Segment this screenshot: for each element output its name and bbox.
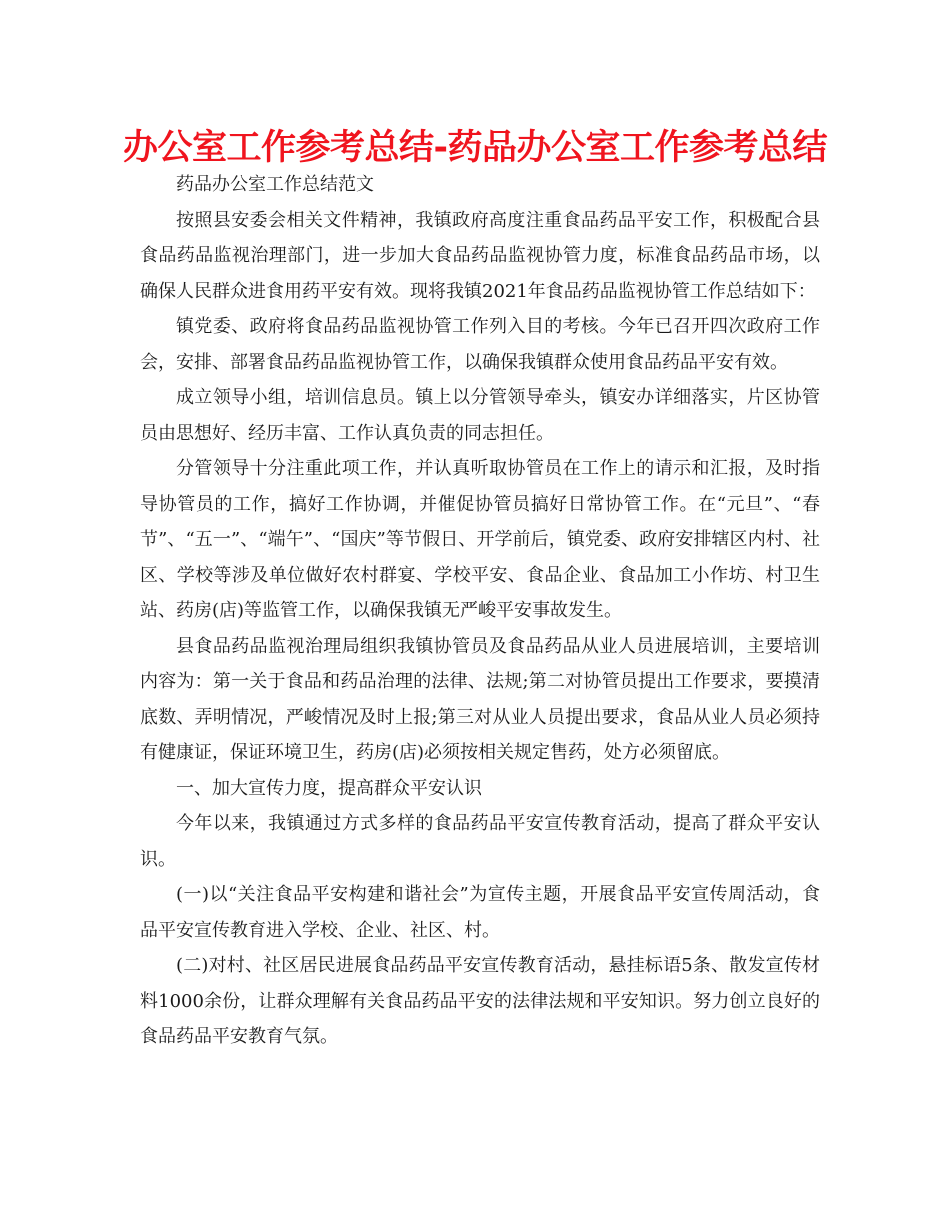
paragraph: (一)以“关注食品平安构建和谐社会”为宣传主题，开展食品平安宣传周活动，食品平安宣传教育进入学校、企业、社区、村。 xyxy=(140,884,820,941)
paragraph: 今年以来，我镇通过方式多样的食品药品平安宣传教育活动，提高了群众平安认识。 xyxy=(140,813,820,870)
paragraph: 县食品药品监视治理局组织我镇协管员及食品药品从业人员进展培训，主要培训内容为：第一关于食品和药品治理的法律、法规;第二对协管员提出工作要求，要摸清底数、弄明情况，严峻情况及时上报;第三对从业人员提出要求，食品从业人员必须持有健康证，保证环境卫生，药房(店)必须按相关规定售药，处方必须留底。 xyxy=(140,635,820,763)
section-heading: 一、加大宣传力度，提高群众平安认识 xyxy=(176,777,482,799)
document-body xyxy=(140,167,820,1055)
paragraph: 成立领导小组，培训信息员。镇上以分管领导牵头，镇安办详细落实，片区协管员由思想好、经历丰富、工作认真负责的同志担任。 xyxy=(140,387,820,444)
paragraph: 分管领导十分注重此项工作，并认真听取协管员在工作上的请示和汇报，及时指导协管员的工作，搞好工作协调，并催促协管员搞好日常协管工作。在“元旦”、“春节”、“五一”、“端午”、“国庆”等节假日、开学前后，镇党委、政府安排辖区内村、社区、学校等涉及单位做好农村群宴、学校平安、食品企业、食品加工小作坊、村卫生站、药房(店)等监管工作，以确保我镇无严峻平安事故发生。 xyxy=(140,458,820,621)
paragraph-subtitle: 药品办公室工作总结范文 xyxy=(176,174,374,195)
paragraph: (二)对村、社区居民进展食品药品平安宣传教育活动，悬挂标语5条、散发宣传材料1000余份，让群众理解有关食品药品平安的法律法规和平安知识。努力创立良好的食品药品平安教育气氛。 xyxy=(140,955,820,1047)
document-title: 办公室工作参考总结-药品办公室工作参考总结 xyxy=(122,128,828,168)
paragraph: 镇党委、政府将食品药品监视协管工作列入目的考核。今年已召开四次政府工作会，安排、部署食品药品监视协管工作，以确保我镇群众使用食品药品平安有效。 xyxy=(140,316,820,373)
paragraph: 按照县安委会相关文件精神，我镇政府高度注重食品药品平安工作，积极配合县食品药品监视治理部门，进一步加大食品药品监视协管力度，标准食品药品市场，以确保人民群众进食用药平安有效。现将我镇2021年食品药品监视协管工作总结如下： xyxy=(140,209,820,302)
